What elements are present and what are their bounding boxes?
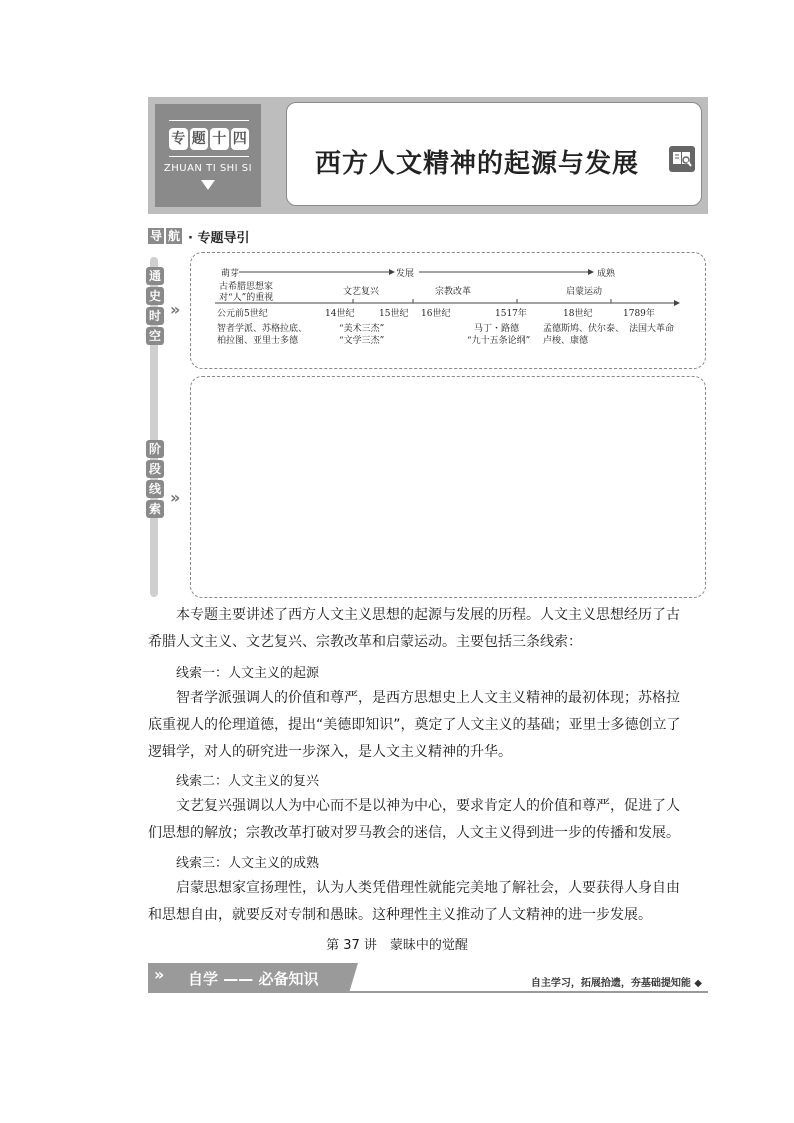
side-char: 阶: [146, 440, 164, 458]
strip-tag-text: 自学 —— 必备知识: [188, 970, 319, 988]
badge-char: 题: [190, 128, 209, 150]
nav-text: · 专题导引: [188, 230, 250, 246]
luther-line1: 马丁・路德: [474, 324, 520, 334]
badge-title: [169, 128, 249, 150]
art-line1: “美术三杰”: [339, 324, 385, 334]
badge-rule-bottom: [169, 156, 249, 157]
badge-char: 专: [169, 128, 188, 150]
renaissance-label: 文艺复兴: [343, 287, 380, 297]
enlighteners-line2: 卢梭、康德: [543, 336, 589, 346]
phase-start: 萌芽: [221, 269, 240, 279]
date-1517: 1517年: [495, 309, 527, 319]
chevron-right-icon: »: [170, 488, 181, 507]
date-15c: 15世纪: [379, 309, 409, 319]
reformation-label: 宗教改革: [435, 287, 472, 297]
revolution-label: 法国大革命: [629, 324, 675, 334]
topic-banner: [148, 97, 708, 214]
chevron-right-icon: »: [154, 965, 165, 984]
date-5bc: 公元前5世纪: [217, 309, 268, 319]
date-1789: 1789年: [623, 309, 655, 319]
badge-pinyin: ZHUAN TI SHI SI: [163, 163, 253, 174]
timeline-box: [190, 252, 706, 369]
banner-title-card: [286, 102, 702, 206]
strip-slogan: 自主学习，拓展拾遗，夯基础提知能 ◆: [530, 978, 702, 989]
clue-3-text: 启蒙思想家宣扬理性，认为人类凭借理性就能完美地了解社会，人要获得人身自由和思想自由，就要反对专制和愚昧。这种理性主义推动了人文精神的进一步发展。: [148, 880, 680, 923]
side-char: 段: [146, 460, 164, 478]
side-char: 索: [146, 500, 164, 518]
clue-2-title: 线索二：人文主义的复兴: [176, 774, 320, 789]
chevron-right-icon: »: [170, 300, 181, 319]
date-16c: 16世纪: [421, 309, 451, 319]
greek-line2: 对“人”的重视: [219, 293, 274, 303]
badge-rule-top: [169, 120, 249, 121]
enlightenment-label: 启蒙运动: [566, 287, 603, 297]
side-char: 通: [146, 267, 164, 285]
sophists-line2: 柏拉图、亚里士多德: [217, 336, 299, 346]
nav-box: 航: [167, 229, 180, 243]
date-18c: 18世纪: [563, 309, 593, 319]
intro-paragraph: 本专题主要讲述了西方人文主义思想的起源与发展的历程。人文主义思想经历了古希腊人文主义、文艺复兴、宗教改革和启蒙运动。主要包括三条线索：: [148, 607, 680, 650]
clue-2-text: 文艺复兴强调以人为中心而不是以神为中心，要求肯定人的价值和尊严，促进了人们思想的解放；宗教改革打破对罗马教会的迷信，人文主义得到进一步的传播和发展。: [148, 798, 680, 841]
clue-3-title: 线索三：人文主义的成熟: [176, 856, 320, 871]
section-nav-label: [148, 227, 249, 245]
lesson-title: 第 37 讲 蒙昧中的觉醒: [326, 938, 468, 953]
luther-line2: “九十五条论纲”: [467, 336, 531, 346]
side-char: 史: [146, 287, 164, 305]
nav-box: 导: [149, 229, 162, 243]
sophists-line1: 智者学派、苏格拉底、: [217, 324, 308, 334]
clue-1-title: 线索一：人文主义的起源: [176, 666, 320, 681]
book-search-icon: [669, 146, 695, 172]
phase-end: 成熟: [597, 269, 616, 279]
art-line2: “文学三杰”: [339, 336, 385, 346]
badge-char: 十: [210, 128, 229, 150]
strip-line: [148, 991, 708, 993]
enlighteners-line1: 孟德斯鸠、伏尔泰、: [543, 324, 625, 334]
self-study-strip: [148, 963, 708, 993]
page-title: 西方人文精神的起源与发展: [314, 149, 639, 179]
greek-line1: 古希腊思想家: [219, 282, 274, 292]
date-14c: 14世纪: [325, 309, 355, 319]
badge-char: 四: [231, 128, 250, 150]
clue-1-text: 智者学派强调人的价值和尊严，是西方思想史上人文主义精神的最初体现；苏格拉底重视人的伦理道德，提出“美德即知识”，奠定了人文主义的基础；亚里士多德创立了逻辑学，对人的研究进一步深入，是人文主义精神的升华。: [148, 690, 681, 760]
side-label-stages: [146, 440, 166, 520]
triangle-down-icon: [201, 180, 215, 190]
side-label-timeline: [146, 267, 166, 347]
side-char: 线: [146, 480, 164, 498]
topic-badge: [155, 104, 261, 207]
side-char: 空: [146, 327, 164, 345]
phase-mid: 发展: [396, 269, 415, 279]
side-char: 时: [146, 307, 164, 325]
stages-box: [190, 376, 706, 598]
